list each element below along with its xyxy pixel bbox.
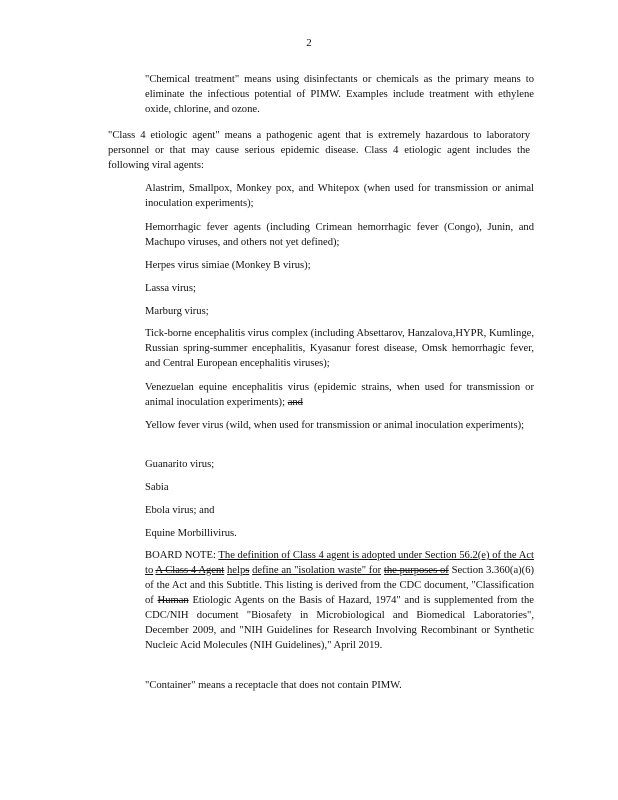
agent-item: Sabia (145, 482, 169, 493)
board-note-label: BOARD NOTE: (145, 550, 216, 561)
deleted-text: Human (157, 595, 189, 606)
agent-item: Tick-borne encephalitis virus complex (including Absettarov, Hanzalova,HYPR, Kumlinge, Russian spring-summer encephalitis, Kyasanur forest disease, Omsk hemorrhagic fever, and Central European encephalitis viruses); (145, 328, 534, 369)
agent-item-text: Venezuelan equine encephalitis virus (epidemic strains, when used for transmission or animal inoculation experiments); (145, 382, 534, 408)
agent-item: Alastrim, Smallpox, Monkey pox, and Whitepox (when used for transmission or animal inoculation experiments); (145, 183, 534, 209)
agent-item: Herpes virus simiae (Monkey B virus); (145, 260, 311, 271)
definition-container: "Container" means a receptacle that does not contain PIMW. (145, 680, 402, 691)
agent-item: Guanarito virus; (145, 459, 215, 470)
agent-item-venezuelan (145, 380, 534, 410)
board-note (145, 548, 534, 653)
agent-item: Ebola virus; and (145, 505, 215, 516)
agent-item: Lassa virus; (145, 283, 196, 294)
definition-chemical-treatment: "Chemical treatment" means using disinfectants or chemicals as the primary means to eliminate the infectious potential of PIMW. Examples include treatment with ethylene oxide, chlorine, and ozone. (145, 74, 534, 115)
agent-item: Hemorrhagic fever agents (including Crimean hemorrhagic fever (Congo), Junin, and Machupo viruses, and others not yet defined); (145, 222, 534, 248)
definition-class4-agent: "Class 4 etiologic agent" means a pathogenic agent that is extremely hazardous to laboratory personnel or that may cause serious epidemic disease. Class 4 etiologic agent includes the following viral agents: (108, 130, 530, 171)
inserted-text: help (227, 565, 246, 576)
deleted-text: the purposes of (383, 565, 449, 576)
board-note-text: Etiologic Agents on the Basis of Hazard, 1974" and is supplemented from the CDC/NIH document "Biosafety in Microbiological and Biomedical Laboratories", December 2009, and "NIH Guidelines for Research Involving Recombinant or Synthetic Nucleic Acid Molecules (NIH Guidelines)," April 2019. (145, 595, 535, 651)
agent-item: Yellow fever virus (wild, when used for transmission or animal inoculation experiments); (145, 420, 525, 431)
struck-text: and (287, 397, 303, 408)
inserted-text: define an "isolation waste" for (252, 565, 382, 576)
board-note-text: Section 3.360(a)(6) of the Act and this Subtitle. This listing is derived from the CDC document, "Classification of (145, 565, 535, 606)
inserted-text: The definition of Class 4 agent is adopted under Section 56.2(e) of the Act to (145, 550, 534, 576)
agent-item: Equine Morbillivirus. (145, 528, 237, 539)
deleted-text: A Class 4 Agent (155, 565, 225, 576)
deleted-text: s (245, 565, 250, 576)
agent-item: Marburg virus; (145, 306, 209, 317)
page-number: 2 (306, 37, 312, 49)
